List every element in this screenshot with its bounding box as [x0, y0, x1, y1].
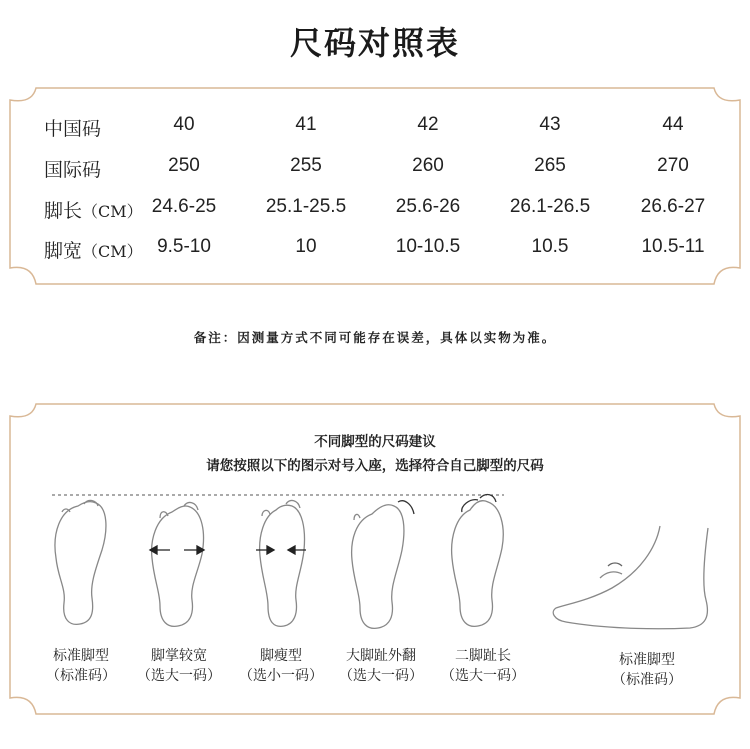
foot-type-advice: （选小一码）	[239, 668, 323, 684]
table-row-china-size	[34, 114, 724, 144]
page-title: 尺码对照表	[289, 24, 460, 62]
long-second-toe-icon	[452, 495, 504, 627]
foot-type-caption	[226, 646, 336, 686]
measurement-note: 备注：因测量方式不同可能存在误差，具体以实物为准。	[193, 330, 557, 345]
foot-type-name: 二脚趾长	[455, 648, 511, 664]
table-cell: 41	[295, 114, 317, 135]
foot-type-caption	[124, 646, 234, 686]
table-cell: 10-10.5	[395, 236, 461, 257]
foot-type-advice: （选大一码）	[137, 668, 221, 684]
row-label: 脚宽（CM）	[44, 240, 143, 262]
standard-foot-icon	[55, 500, 106, 624]
table-cell: 44	[662, 114, 684, 135]
foot-type-advice: （选大一码）	[339, 668, 423, 684]
slim-foot-icon	[260, 501, 305, 627]
guide-heading: 不同脚型的尺码建议	[314, 434, 436, 450]
width-arrows-icon	[150, 546, 204, 554]
guide-instruction: 请您按照以下的图示对号入座，选择符合自己脚型的尺码	[206, 458, 544, 474]
foot-type-caption	[592, 650, 702, 690]
side-view-foot-icon	[553, 526, 708, 629]
table-row-foot-length	[34, 196, 724, 226]
bunion-foot-icon	[352, 501, 414, 629]
table-cell: 42	[417, 114, 439, 135]
table-cell: 10.5-11	[641, 236, 705, 257]
table-cell: 10	[295, 236, 317, 257]
foot-type-advice: （选大一码）	[441, 668, 525, 684]
foot-type-caption	[428, 646, 538, 686]
table-cell: 40	[173, 114, 195, 135]
foot-type-name: 脚瘦型	[260, 648, 302, 664]
foot-type-advice: （标准码）	[46, 668, 116, 684]
table-cell: 25.1-25.5	[265, 196, 347, 217]
table-cell: 265	[534, 155, 566, 176]
wide-forefoot-icon	[152, 503, 204, 627]
narrow-arrows-icon	[256, 546, 306, 554]
foot-type-advice: （标准码）	[612, 672, 682, 688]
table-row-intl-size	[34, 155, 724, 185]
table-row-foot-width	[34, 236, 724, 266]
row-label: 脚长（CM）	[44, 200, 143, 222]
table-cell: 10.5	[531, 236, 569, 257]
table-cell: 24.6-25	[151, 196, 217, 217]
table-cell: 26.1-26.5	[509, 196, 591, 217]
foot-type-name: 大脚趾外翻	[346, 648, 416, 664]
foot-type-caption	[326, 646, 436, 686]
table-cell: 43	[539, 114, 561, 135]
table-cell: 250	[168, 155, 200, 176]
table-cell: 9.5-10	[157, 236, 211, 257]
table-cell: 26.6-27	[640, 196, 706, 217]
foot-type-name: 标准脚型	[619, 652, 675, 668]
row-label: 中国码	[44, 118, 102, 140]
foot-type-name: 脚掌较宽	[151, 648, 207, 664]
foot-type-name: 标准脚型	[53, 648, 109, 664]
table-cell: 270	[657, 155, 689, 176]
table-cell: 25.6-26	[395, 196, 461, 217]
foot-illustrations	[0, 488, 750, 648]
table-cell: 255	[290, 155, 322, 176]
row-label: 国际码	[44, 159, 102, 181]
foot-type-caption	[26, 646, 136, 686]
table-cell: 260	[412, 155, 444, 176]
